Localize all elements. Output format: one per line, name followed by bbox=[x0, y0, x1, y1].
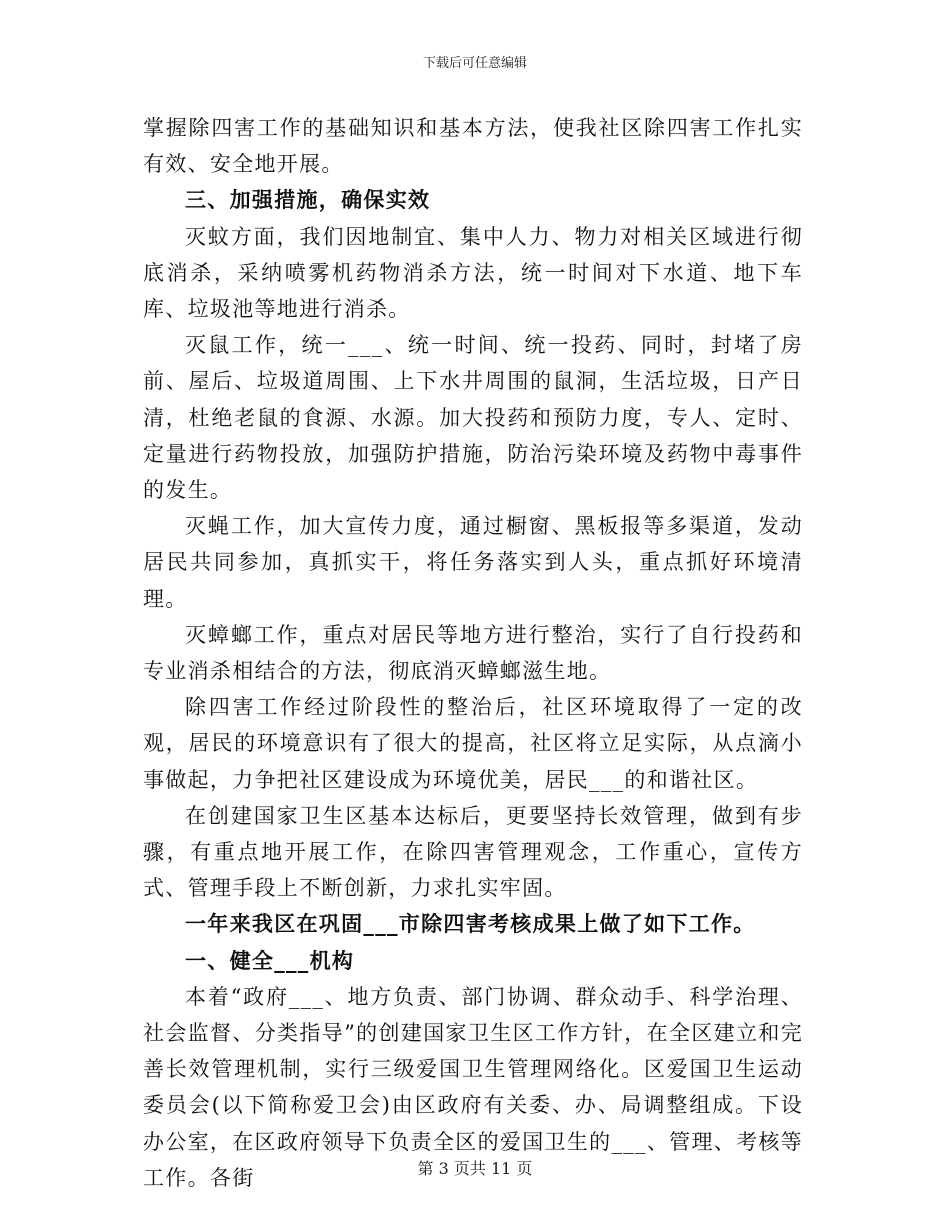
page-header: 下载后可任意编辑 bbox=[422, 56, 527, 71]
paragraph-policy: 本着“政府___、地方负责、部门协调、群众动手、科学治理、社会监督、分类指导”的创建国家卫生区工作方针，在全区建立和完善长效管理机制，实行三级爱国卫生管理网络化。区爱国卫生运动委员会(以下简称爱卫会)由区政府有关委、办、局调整组成。下设办公室，在区政府领导下负责全区的爱国卫生的___、管理、考核等工作。各街 bbox=[143, 984, 803, 1190]
document-body bbox=[143, 110, 803, 1196]
section-heading-measures: 三、加强措施，确保实效 bbox=[185, 187, 431, 213]
paragraph-results: 除四害工作经过阶段性的整治后，社区环境取得了一定的改观，居民的环境意识有了很大的提高，社区将立足实际，从点滴小事做起，力争把社区建设成为环境优美，居民___的和谐社区。 bbox=[143, 695, 803, 792]
paragraph-fly: 灭蝇工作，加大宣传力度，通过橱窗、黑板报等多渠道，发动居民共同参加，真抓实干，将任务落实到人头，重点抓好环境清理。 bbox=[143, 514, 803, 611]
paragraph-long-term: 在创建国家卫生区基本达标后，更要坚持长效管理，做到有步骤，有重点地开展工作，在除四害管理观念，工作重心，宣传方式、管理手段上不断创新，力求扎实牢固。 bbox=[143, 803, 803, 901]
paragraph-cockroach: 灭蟑螂工作，重点对居民等地方进行整治，实行了自行投药和专业消杀相结合的方法，彻底消灭蟑螂滋生地。 bbox=[143, 622, 803, 684]
page-number: 第 3 页共 11 页 bbox=[417, 1159, 533, 1178]
paragraph-rodent: 灭鼠工作，统一___、统一时间、统一投药、同时，封堵了房前、屋后、垃圾道周围、上下水井周围的鼠洞，生活垃圾，日产日清，杜绝老鼠的食源、水源。加大投药和预防力度，专人、定时、定量进行药物投放，加强防护措施，防治污染环境及药物中毒事件的发生。 bbox=[143, 333, 803, 503]
paragraph-mosquito: 灭蚊方面，我们因地制宜、集中人力、物力对相关区域进行彻底消杀，采纳喷雾机药物消杀方法，统一时间对下水道、地下车库、垃圾池等地进行消杀。 bbox=[143, 224, 803, 322]
heading-year-work: 一年来我区在巩固___市除四害考核成果上做了如下工作。 bbox=[185, 911, 756, 937]
section-heading-organization: 一、健全___机构 bbox=[185, 947, 355, 973]
paragraph-continuation: 掌握除四害工作的基础知识和基本方法，使我社区除四害工作扎实有效、安全地开展。 bbox=[143, 116, 803, 177]
